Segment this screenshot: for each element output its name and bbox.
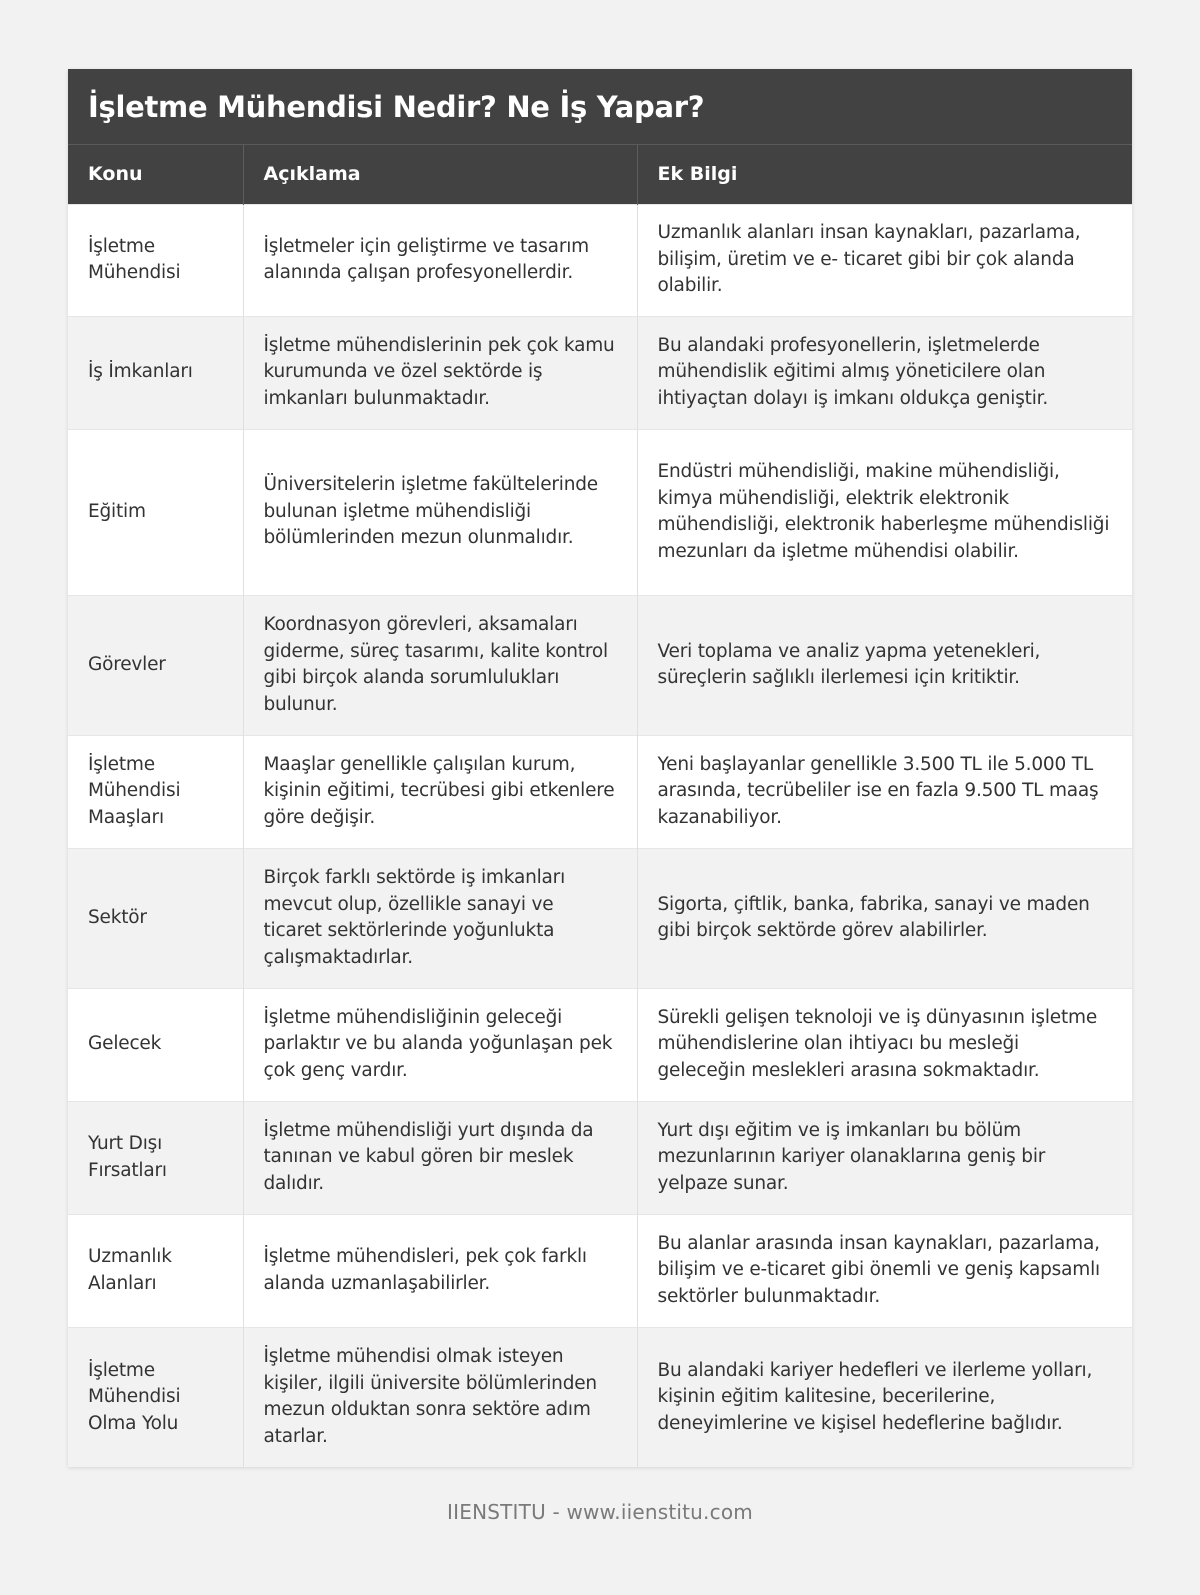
info-table-card — [68, 69, 1132, 1467]
cell-konu: Gelecek — [68, 988, 243, 1101]
table-row — [68, 735, 1132, 848]
column-header-konu: Konu — [68, 145, 243, 204]
cell-konu: İş İmkanları — [68, 316, 243, 429]
cell-ek-bilgi: Bu alandaki kariyer hedefleri ve ilerleme yolları, kişinin eğitim kalitesine, becerilerine, deneyimlerine ve kişisel hedeflerine bağlıdır. — [637, 1327, 1132, 1467]
table-row — [68, 595, 1132, 735]
header-row — [68, 145, 1132, 204]
cell-konu: Görevler — [68, 595, 243, 735]
cell-ek-bilgi: Sürekli gelişen teknoloji ve iş dünyasının işletme mühendislerine olan ihtiyacı bu mesleği geleceğin meslekleri arasına sokmaktadır. — [637, 988, 1132, 1101]
cell-aciklama: Üniversitelerin işletme fakültelerinde bulunan işletme mühendisliği bölümlerinden mezun olunmalıdır. — [243, 429, 637, 595]
table-row — [68, 1214, 1132, 1327]
table-row — [68, 1327, 1132, 1467]
cell-konu: Eğitim — [68, 429, 243, 595]
page-title: İşletme Mühendisi Nedir? Ne İş Yapar? — [88, 89, 705, 124]
column-header-aciklama: Açıklama — [243, 145, 637, 204]
column-header-ek-bilgi: Ek Bilgi — [637, 145, 1132, 204]
table-row — [68, 988, 1132, 1101]
cell-ek-bilgi: Endüstri mühendisliği, makine mühendisliği, kimya mühendisliği, elektrik elektronik mühendisliği, elektronik haberleşme mühendisliği mezunları da işletme mühendisi olabilir. — [637, 429, 1132, 595]
table-row — [68, 1101, 1132, 1214]
table-row — [68, 316, 1132, 429]
cell-ek-bilgi: Veri toplama ve analiz yapma yetenekleri, süreçlerin sağlıklı ilerlemesi için kritiktir. — [637, 595, 1132, 735]
cell-ek-bilgi: Bu alanlar arasında insan kaynakları, pazarlama, bilişim ve e-ticaret gibi önemli ve geniş kapsamlı sektörler bulunmaktadır. — [637, 1214, 1132, 1327]
cell-ek-bilgi: Sigorta, çiftlik, banka, fabrika, sanayi ve maden gibi birçok sektörde görev alabilirler. — [637, 848, 1132, 988]
cell-konu: İşletme Mühendisi — [68, 204, 243, 316]
table-row — [68, 848, 1132, 988]
info-table — [68, 145, 1132, 1467]
table-title-bar — [68, 69, 1132, 145]
cell-aciklama: İşletme mühendisi olmak isteyen kişiler, ilgili üniversite bölümlerinden mezun olduktan sonra sektöre adım atarlar. — [243, 1327, 637, 1467]
cell-konu: Uzmanlık Alanları — [68, 1214, 243, 1327]
cell-aciklama: İşletmeler için geliştirme ve tasarım alanında çalışan profesyonellerdir. — [243, 204, 637, 316]
cell-aciklama: Maaşlar genellikle çalışılan kurum, kişinin eğitimi, tecrübesi gibi etkenlere göre değişir. — [243, 735, 637, 848]
footer-credit: IIENSTITU - www.iienstitu.com — [447, 1500, 753, 1524]
cell-aciklama: Birçok farklı sektörde iş imkanları mevcut olup, özellikle sanayi ve ticaret sektörlerinde yoğunlukta çalışmaktadırlar. — [243, 848, 637, 988]
cell-ek-bilgi: Yurt dışı eğitim ve iş imkanları bu bölüm mezunlarının kariyer olanaklarına geniş bir yelpaze sunar. — [637, 1101, 1132, 1214]
table-body — [68, 204, 1132, 1467]
cell-aciklama: İşletme mühendisleri, pek çok farklı alanda uzmanlaşabilirler. — [243, 1214, 637, 1327]
table-header — [68, 145, 1132, 204]
cell-aciklama: İşletme mühendislerinin pek çok kamu kurumunda ve özel sektörde iş imkanları bulunmaktadır. — [243, 316, 637, 429]
cell-aciklama: İşletme mühendisliğinin geleceği parlaktır ve bu alanda yoğunlaşan pek çok genç vardır. — [243, 988, 637, 1101]
cell-konu: Yurt Dışı Fırsatları — [68, 1101, 243, 1214]
cell-konu: İşletme Mühendisi Olma Yolu — [68, 1327, 243, 1467]
cell-konu: İşletme Mühendisi Maaşları — [68, 735, 243, 848]
cell-aciklama: İşletme mühendisliği yurt dışında da tanınan ve kabul gören bir meslek dalıdır. — [243, 1101, 637, 1214]
cell-konu: Sektör — [68, 848, 243, 988]
cell-ek-bilgi: Uzmanlık alanları insan kaynakları, pazarlama, bilişim, üretim ve e- ticaret gibi bir çok alanda olabilir. — [637, 204, 1132, 316]
table-row — [68, 429, 1132, 595]
cell-ek-bilgi: Bu alandaki profesyonellerin, işletmelerde mühendislik eğitimi almış yöneticilere olan ihtiyaçtan dolayı iş imkanı oldukça geniştir. — [637, 316, 1132, 429]
table-row — [68, 204, 1132, 316]
cell-aciklama: Koordnasyon görevleri, aksamaları giderme, süreç tasarımı, kalite kontrol gibi birçok alanda sorumlulukları bulunur. — [243, 595, 637, 735]
cell-ek-bilgi: Yeni başlayanlar genellikle 3.500 TL ile 5.000 TL arasında, tecrübeliler ise en fazla 9.500 TL maaş kazanabiliyor. — [637, 735, 1132, 848]
